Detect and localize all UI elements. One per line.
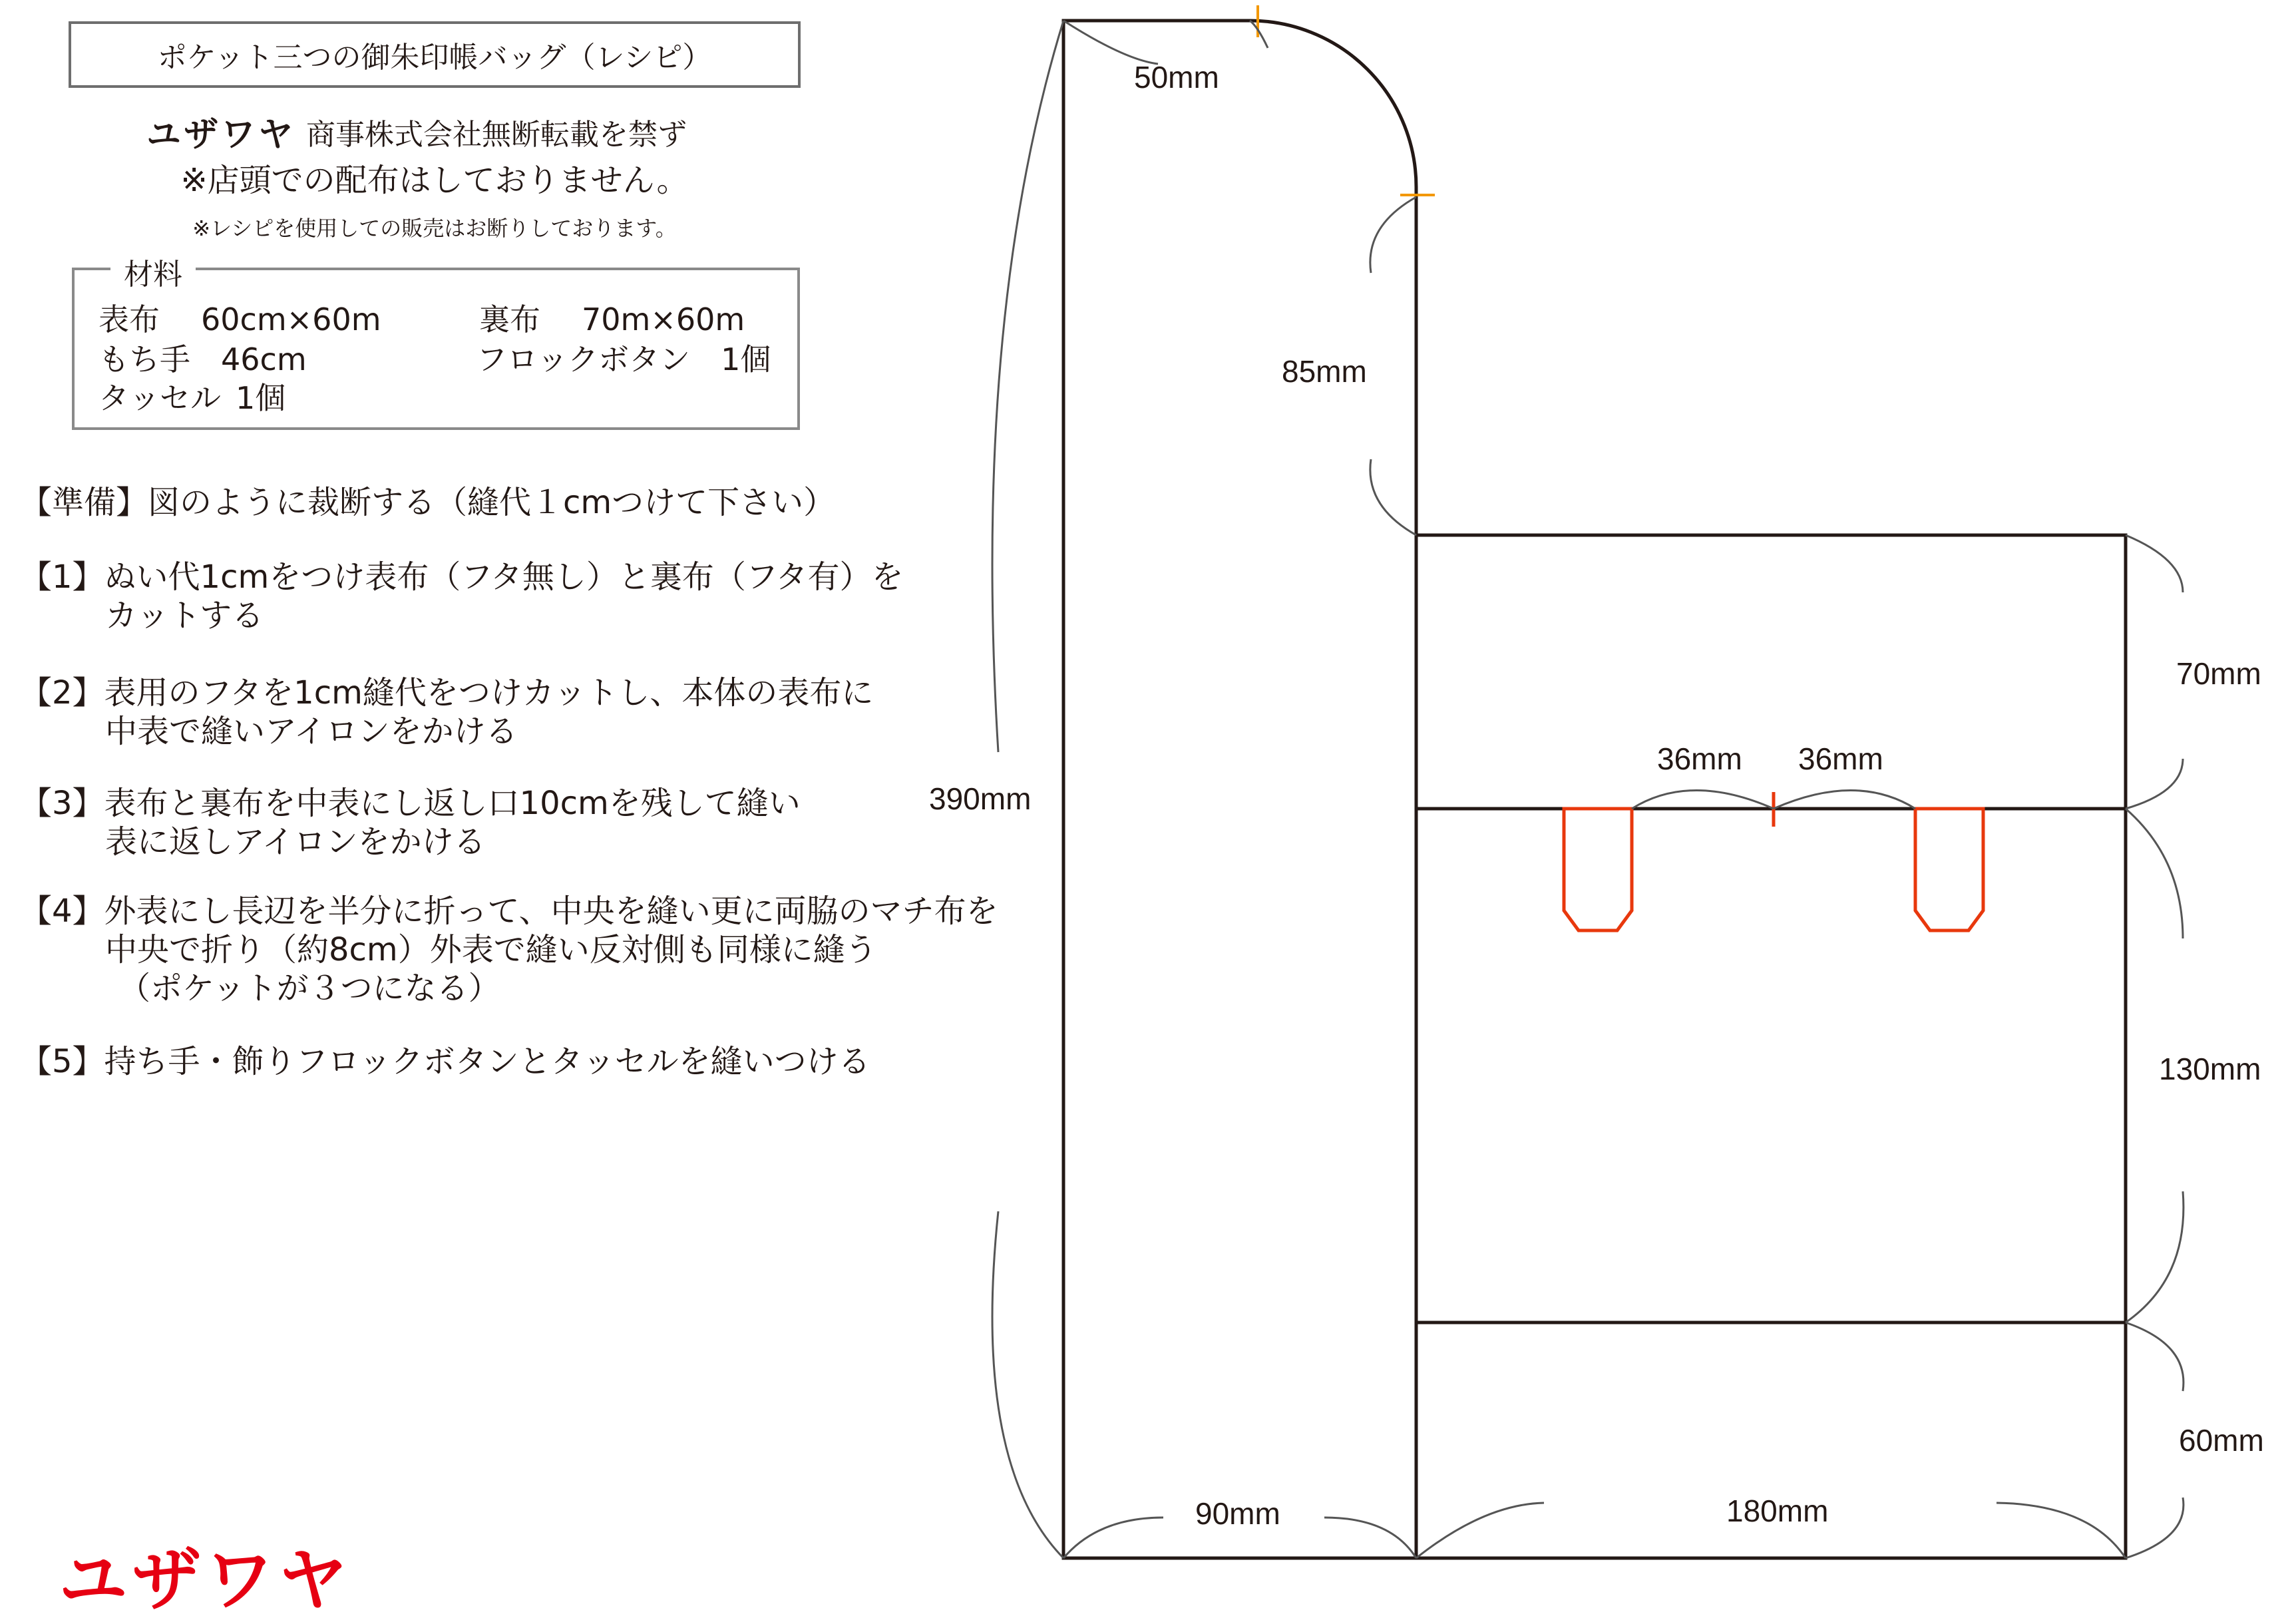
brand-mark: ユザワヤ <box>146 115 296 155</box>
dim-bottom-left: 90mm <box>1195 1496 1280 1531</box>
pocket-right <box>1915 809 1983 930</box>
dim-bottom-right: 180mm <box>1726 1494 1829 1528</box>
step-label: 【3】 <box>20 785 104 822</box>
step-line: ぬい代1cmをつけ表布（フタ無し）と裏布（フタ有）を <box>104 558 904 596</box>
step-label: 【4】 <box>20 893 104 930</box>
step-label: 【2】 <box>20 674 104 711</box>
step-line: 表用のフタを1cm縫代をつけカットし、本体の表布に <box>104 674 874 711</box>
dim-total-height: 390mm <box>929 781 1032 816</box>
step-line: 中央で折り（約8cm）外表で縫い反対側も同様に縫う <box>105 931 877 968</box>
material-amount: 1個 <box>236 380 286 416</box>
dim-right-bottom: 60mm <box>2179 1423 2264 1458</box>
material-name: フロックボタン <box>477 341 691 377</box>
dim-curve-height: 85mm <box>1282 354 1367 389</box>
step-line: 表布と裏布を中表にし返し口10cmを残して縫い <box>104 785 801 822</box>
dim-pocket-right: 36mm <box>1798 741 1883 776</box>
notice-no-resale: ※レシピを使用しての販売はお断りしております。 <box>192 216 677 241</box>
material-name: タッセル <box>98 380 221 416</box>
material-name: 表布 <box>98 302 160 337</box>
step-line: 外表にし長辺を半分に折って、中央を縫い更に両脇のマチ布を <box>104 893 998 930</box>
dimension-guides <box>992 21 2184 1558</box>
step-line: カットする <box>105 597 264 634</box>
step-line: 表に返しアイロンをかける <box>105 823 486 861</box>
tall-piece-outline <box>1063 21 1416 1558</box>
dim-right-middle: 130mm <box>2159 1052 2261 1086</box>
material-amount: 60cm×60m <box>201 302 381 337</box>
dim-top-width: 50mm <box>1134 60 1219 95</box>
step-line: 中表で縫いアイロンをかける <box>105 713 518 750</box>
materials-heading: 材料 <box>110 250 196 293</box>
yuzawaya-logo: ユザワヤ <box>59 1539 352 1621</box>
step-label: 【1】 <box>20 558 104 596</box>
step-line: 持ち手・飾りフロックボタンとタッセルを縫いつける <box>104 1043 870 1080</box>
material-amount: 1個 <box>721 341 771 377</box>
material-amount: 70m×60m <box>582 302 745 337</box>
pocket-left <box>1564 809 1632 930</box>
notice-no-distribution: ※店頭での配布はしておりません。 <box>180 162 689 199</box>
body-piece-outline <box>1416 535 2126 1558</box>
dim-pocket-left: 36mm <box>1657 741 1742 776</box>
step-line: （ポケットが３つになる） <box>118 970 500 1007</box>
dim-right-top: 70mm <box>2176 656 2261 691</box>
material-name: 裏布 <box>479 302 540 337</box>
copyright-text: 商事株式会社無断転載を禁ず <box>306 117 687 152</box>
step-label: 【5】 <box>20 1043 104 1080</box>
recipe-title: ポケット三つの御朱印帳バッグ（レシピ） <box>69 21 801 88</box>
material-amount: 46cm <box>221 341 307 377</box>
step-label: 【準備】 <box>20 484 148 521</box>
material-name: もち手 <box>98 341 190 377</box>
step-line: 図のように裁断する（縫代１cmつけて下さい） <box>148 484 836 521</box>
